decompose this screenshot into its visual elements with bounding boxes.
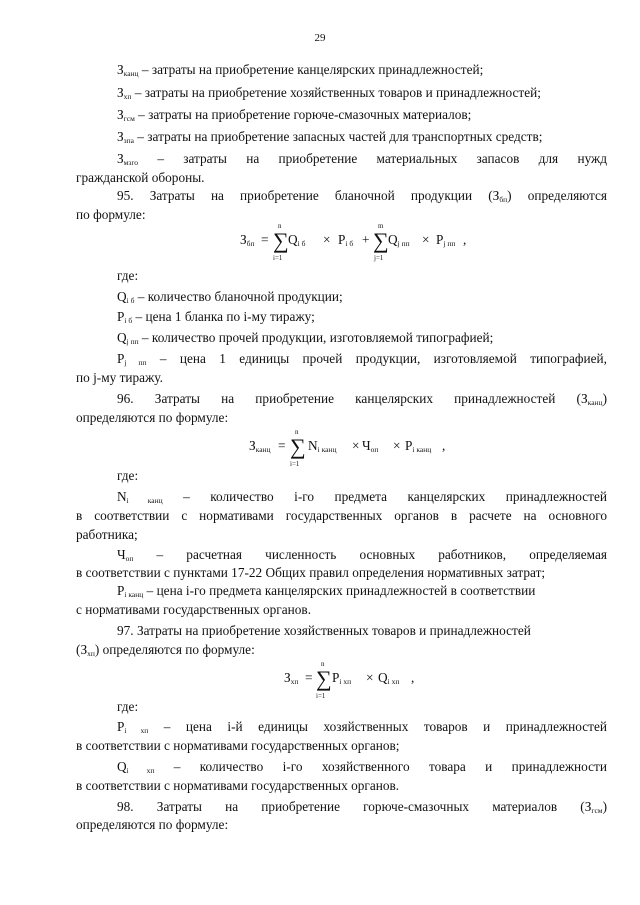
definition-text: – количество бланочной продукции; [134, 289, 343, 304]
paragraph-98-line-2: определяются по формуле: [76, 817, 229, 832]
equals-sign: = [278, 438, 286, 453]
subscript: бп [246, 239, 255, 248]
definition-text: – количество прочей продукции, изготовляемой типографией; [138, 330, 494, 345]
formula-end: , [411, 670, 415, 685]
definition-text: – расчетная численность основных работников, определяемая [133, 547, 607, 562]
symbol: Q [117, 330, 127, 345]
subscript: канц [587, 398, 603, 407]
symbol: З [240, 232, 247, 247]
definition-text: – цена 1 единицы прочей продукции, изготовляемой типографией, [146, 351, 607, 366]
symbol: З [117, 62, 124, 77]
definition-z-kanc [76, 60, 607, 83]
sigma-sign: ∑ [273, 228, 289, 253]
symbol: З [581, 391, 588, 406]
symbol: P [117, 309, 125, 324]
sigma-sign: ∑ [316, 666, 332, 691]
definition-p-ib [76, 307, 607, 330]
definition-text: – цена i-й единицы хозяйственных товаров и принадлежностей [148, 719, 607, 734]
definition-continuation: в соответствии с нормативами государственных органов; [76, 738, 400, 753]
equals-sign: = [261, 232, 269, 247]
paragraph-text: ( [76, 642, 81, 657]
subscript: зпа [123, 136, 134, 145]
subscript: i б [124, 316, 133, 325]
formula-term [436, 232, 455, 248]
paragraph-text: ) определяются по формуле: [94, 642, 255, 657]
paragraph-97: 97. Затраты на приобретение хозяйственных товаров и принадлежностей [117, 623, 531, 638]
paragraph-text: 98. Затраты на приобретение горюче-смазочных материалов ( [117, 799, 585, 814]
multiply-sign: × [393, 438, 401, 453]
multiply-sign: × [422, 232, 430, 247]
formula-term [308, 438, 336, 454]
definition-text: – затраты на приобретение канцелярских принадлежностей; [138, 62, 484, 77]
symbol: Q [288, 232, 298, 247]
formula-end: , [442, 438, 446, 453]
definition-text: – цена i-го предмета канцелярских принадлежностей в соответствии [143, 583, 536, 598]
paragraph-text: 95. Затраты на приобретение бланочной продукции ( [117, 188, 493, 203]
subscript: хп [290, 677, 299, 686]
subscript: i хп [126, 766, 155, 775]
subscript: j пп [124, 358, 147, 367]
definition-continuation: в соответствии с нормативами государственных органов в расчете на основного [76, 508, 607, 523]
formula-lhs [240, 232, 255, 248]
multiply-sign: × [352, 438, 360, 453]
formula-term [332, 670, 351, 686]
symbol: P [117, 719, 125, 734]
definition-continuation: в соответствии с пунктами 17-22 Общих правил определения нормативных затрат; [76, 565, 546, 580]
where-label: где: [117, 468, 139, 483]
sum-lower-limit: i=1 [316, 692, 326, 700]
subscript: канц [123, 69, 139, 78]
subscript: гсм [123, 114, 135, 123]
symbol: З [117, 129, 124, 144]
definition-q-jpp [76, 328, 607, 351]
sum-upper-limit: n [295, 428, 299, 436]
sum-upper-limit: n [278, 222, 282, 230]
definition-continuation: по j-му тиражу. [76, 370, 163, 385]
subscript: j пп [126, 337, 139, 346]
symbol: Ч [362, 438, 371, 453]
definition-continuation: работника; [76, 527, 138, 542]
subscript: i канц [126, 496, 163, 505]
page-number: 29 [314, 32, 326, 44]
formula-end: , [463, 232, 467, 247]
definition-continuation: с нормативами государственных органов. [76, 602, 312, 617]
definition-text: – затраты на приобретение запасных частей для транспортных средств; [133, 129, 543, 144]
plus-sign: + [362, 232, 370, 247]
definition-text: – затраты на приобретение горюче-смазочных материалов; [134, 107, 472, 122]
subscript: i б [297, 239, 306, 248]
symbol: P [117, 351, 125, 366]
subscript: оп [125, 554, 134, 563]
definition-continuation: в соответствии с нормативами государственных органов. [76, 778, 400, 793]
subscript: хп [87, 649, 95, 658]
formula-lhs [249, 438, 271, 454]
formula-term [288, 232, 305, 248]
symbol: З [117, 107, 124, 122]
subscript: i б [345, 239, 354, 248]
formula-term [362, 438, 378, 454]
formula-term [405, 438, 431, 454]
symbol: З [249, 438, 256, 453]
definition-continuation: гражданской обороны. [76, 170, 205, 185]
symbol: З [492, 188, 500, 203]
where-label: где: [117, 699, 139, 714]
symbol: Ч [117, 547, 126, 562]
paragraph-96-line-2: определяются по формуле: [76, 410, 229, 425]
definition-text: – количество i-го предмета канцелярских принадлежностей [162, 489, 607, 504]
subscript: канц [255, 445, 271, 454]
symbol: З [117, 85, 124, 100]
subscript: i хп [339, 677, 352, 686]
formula-term [378, 670, 399, 686]
subscript: оп [370, 445, 379, 454]
symbol: З [117, 151, 124, 166]
symbol: Q [117, 759, 127, 774]
sum-lower-limit: i=1 [290, 460, 300, 468]
subscript: j пп [443, 239, 456, 248]
subscript: i хп [124, 726, 149, 735]
definition-text: – цена 1 бланка по i-му тиражу; [132, 309, 315, 324]
symbol: P [436, 232, 444, 247]
definition-text: – количество i-го хозяйственного товара и принадлежности [154, 759, 607, 774]
paragraph-text: ) определяются [507, 188, 607, 203]
paragraph-text: ) [602, 391, 607, 406]
subscript: гсм [591, 806, 603, 815]
multiply-sign: × [323, 232, 331, 247]
subscript: бп [499, 195, 508, 204]
sum-lower-limit: j=1 [374, 254, 384, 262]
sum-upper-limit: n [321, 660, 325, 668]
definition-z-hp [76, 83, 607, 106]
definition-text: – затраты на приобретение материальных запасов для нужд [157, 151, 607, 166]
symbol: Q [117, 289, 127, 304]
sum-upper-limit: m [378, 222, 384, 230]
subscript: i канц [317, 445, 337, 454]
symbol: P [338, 232, 346, 247]
subscript: i канц [412, 445, 432, 454]
subscript: i хп [387, 677, 400, 686]
sigma-sign: ∑ [290, 434, 306, 459]
definition-z-gsm [76, 105, 607, 128]
sigma-sign: ∑ [373, 228, 389, 253]
where-label: где: [117, 268, 139, 283]
symbol: З [80, 642, 88, 657]
subscript: i б [126, 296, 135, 305]
formula-lhs [284, 670, 298, 686]
symbol: P [405, 438, 413, 453]
symbol: N [308, 438, 318, 453]
multiply-sign: × [366, 670, 374, 685]
equals-sign: = [305, 670, 313, 685]
symbol: Q [378, 670, 388, 685]
symbol: З [584, 799, 592, 814]
subscript: i канц [124, 590, 144, 599]
subscript: хп [123, 92, 132, 101]
paragraph-95-line-2: по формуле: [76, 207, 146, 222]
symbol: N [117, 489, 127, 504]
subscript: мзго [123, 158, 139, 167]
formula-term [338, 232, 353, 248]
symbol: P [117, 583, 125, 598]
symbol: Q [388, 232, 398, 247]
definition-text: – затраты на приобретение хозяйственных товаров и принадлежностей; [131, 85, 541, 100]
paragraph-text: 96. Затраты на приобретение канцелярских принадлежностей ( [117, 391, 581, 406]
symbol: P [332, 670, 340, 685]
paragraph-97-line-2 [76, 640, 607, 663]
formula-term [388, 232, 410, 248]
symbol: З [284, 670, 291, 685]
sum-lower-limit: i=1 [273, 254, 283, 262]
definition-z-zpa [76, 127, 607, 150]
paragraph-text: ) [602, 799, 607, 814]
subscript: j пп [397, 239, 410, 248]
